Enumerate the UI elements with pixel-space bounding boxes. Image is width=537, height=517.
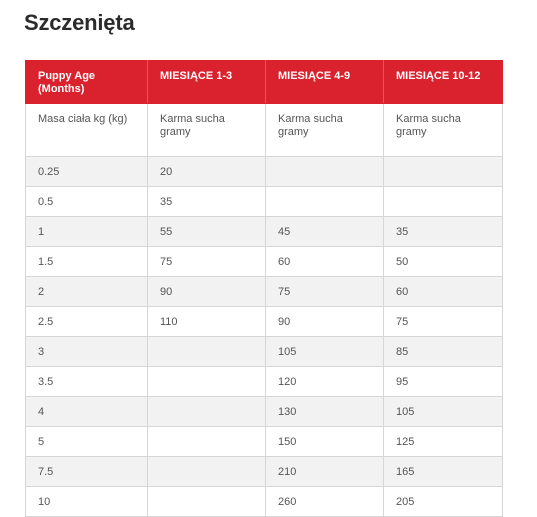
weight-cell: 2.5 xyxy=(26,307,148,337)
food-grams-cell: 210 xyxy=(266,457,384,487)
food-grams-cell: 60 xyxy=(384,277,503,307)
food-grams-cell: 90 xyxy=(266,307,384,337)
weight-cell: 3.5 xyxy=(26,367,148,397)
weight-cell: 4 xyxy=(26,397,148,427)
food-grams-cell xyxy=(148,427,266,457)
food-grams-cell: 125 xyxy=(384,427,503,457)
food-grams-cell: 75 xyxy=(384,307,503,337)
food-grams-cell: 45 xyxy=(266,217,384,247)
weight-cell: 1 xyxy=(26,217,148,247)
weight-cell: 0.25 xyxy=(26,157,148,187)
food-grams-cell: 50 xyxy=(384,247,503,277)
weight-cell: 2 xyxy=(26,277,148,307)
table-row xyxy=(26,337,503,367)
food-grams-cell: 205 xyxy=(384,487,503,517)
table-row xyxy=(26,457,503,487)
food-grams-cell: 55 xyxy=(148,217,266,247)
food-grams-cell: 165 xyxy=(384,457,503,487)
feeding-table xyxy=(25,60,503,517)
food-grams-cell xyxy=(266,187,384,217)
table-row xyxy=(26,187,503,217)
food-grams-cell: 85 xyxy=(384,337,503,367)
food-grams-cell xyxy=(384,157,503,187)
subheader-cell: Karma sucha gramy xyxy=(384,104,503,157)
food-grams-cell xyxy=(148,367,266,397)
subheader-cell: Masa ciała kg (kg) xyxy=(26,104,148,157)
food-grams-cell: 130 xyxy=(266,397,384,427)
subheader-cell: Karma sucha gramy xyxy=(148,104,266,157)
food-grams-cell xyxy=(148,337,266,367)
weight-cell: 3 xyxy=(26,337,148,367)
weight-cell: 0.5 xyxy=(26,187,148,217)
table-row xyxy=(26,307,503,337)
header-months-1-3: MIESIĄCE 1-3 xyxy=(148,61,266,104)
table-row xyxy=(26,247,503,277)
table-row xyxy=(26,397,503,427)
weight-cell: 10 xyxy=(26,487,148,517)
table-row xyxy=(26,487,503,517)
food-grams-cell xyxy=(148,487,266,517)
food-grams-cell: 90 xyxy=(148,277,266,307)
table-row xyxy=(26,367,503,397)
table-row xyxy=(26,217,503,247)
table-row xyxy=(26,427,503,457)
table-row xyxy=(26,277,503,307)
food-grams-cell: 35 xyxy=(384,217,503,247)
food-grams-cell: 60 xyxy=(266,247,384,277)
food-grams-cell: 35 xyxy=(148,187,266,217)
weight-cell: 1.5 xyxy=(26,247,148,277)
weight-cell: 7.5 xyxy=(26,457,148,487)
table-row xyxy=(26,157,503,187)
food-grams-cell xyxy=(148,397,266,427)
header-months-4-9: MIESIĄCE 4-9 xyxy=(266,61,384,104)
food-grams-cell: 150 xyxy=(266,427,384,457)
weight-cell: 5 xyxy=(26,427,148,457)
table-header-row xyxy=(26,61,503,104)
food-grams-cell: 75 xyxy=(266,277,384,307)
food-grams-cell: 75 xyxy=(148,247,266,277)
header-months-10-12: MIESIĄCE 10-12 xyxy=(384,61,503,104)
food-grams-cell: 120 xyxy=(266,367,384,397)
food-grams-cell: 260 xyxy=(266,487,384,517)
food-grams-cell xyxy=(266,157,384,187)
food-grams-cell: 105 xyxy=(266,337,384,367)
page-title: Szczenięta xyxy=(24,10,135,35)
subheader-cell: Karma sucha gramy xyxy=(266,104,384,157)
food-grams-cell: 110 xyxy=(148,307,266,337)
food-grams-cell: 95 xyxy=(384,367,503,397)
food-grams-cell xyxy=(384,187,503,217)
food-grams-cell: 20 xyxy=(148,157,266,187)
food-grams-cell: 105 xyxy=(384,397,503,427)
table-subheader-row xyxy=(26,104,503,157)
header-puppy-age: Puppy Age (Months) xyxy=(26,61,148,104)
food-grams-cell xyxy=(148,457,266,487)
